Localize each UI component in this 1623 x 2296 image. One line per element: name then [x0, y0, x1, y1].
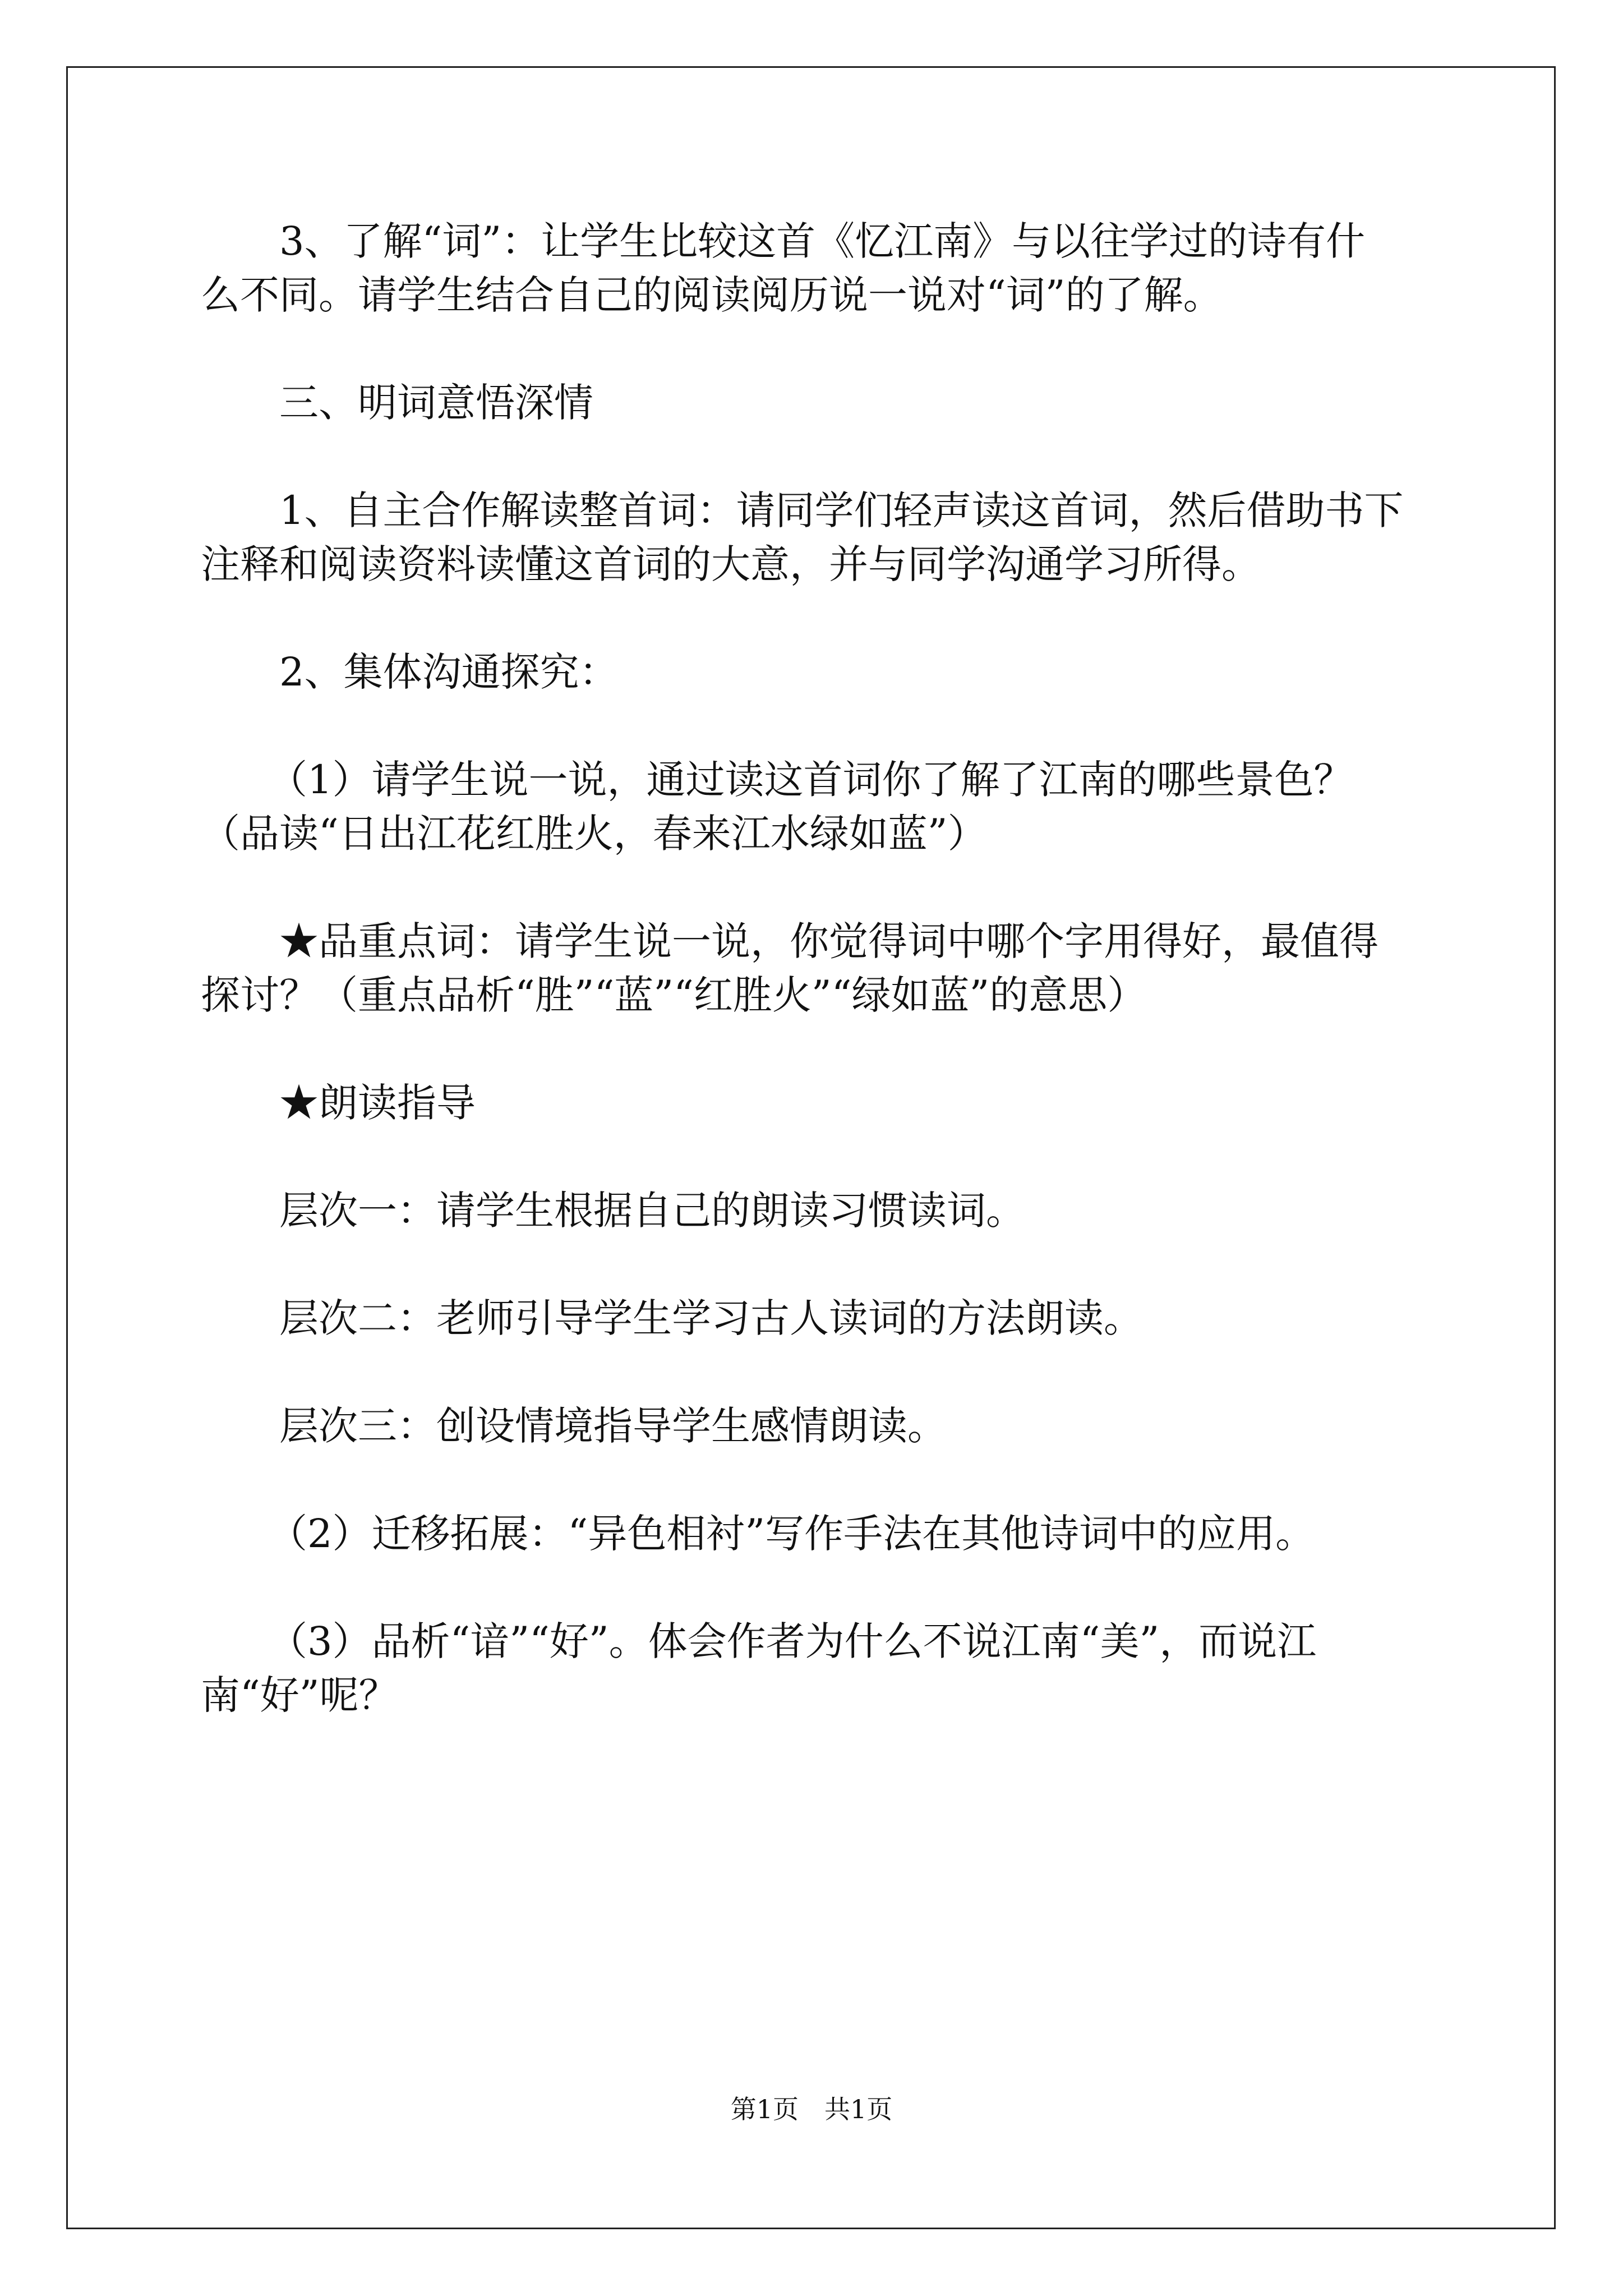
- paragraph: ★品重点词：请学生说一说，你觉得词中哪个字用得好，最值得: [279, 918, 1378, 964]
- paragraph: 探讨？（重点品析“胜”“蓝”“红胜火”“绿如蓝”的意思）: [201, 972, 1147, 1018]
- paragraph: 2、集体沟通探究：: [279, 649, 619, 695]
- document-body: [201, 214, 1429, 1722]
- paragraph: 1、自主合作解读整首词：请同学们轻声读这首词，然后借助书下: [279, 487, 1404, 533]
- paragraph: （品读“日出江花红胜火，春来江水绿如蓝”）: [201, 811, 987, 857]
- page-footer: 第1页 共1页: [730, 2094, 893, 2124]
- paragraph: ★朗读指导: [279, 1080, 476, 1126]
- paragraph: 层次二：老师引导学生学习古人读词的方法朗读。: [279, 1295, 1143, 1341]
- paragraph: 南“好”呢？: [201, 1672, 398, 1718]
- paragraph: 注释和阅读资料读懂这首词的大意，并与同学沟通学习所得。: [201, 541, 1261, 587]
- paragraph: 么不同。请学生结合自己的阅读阅历说一说对“词”的了解。: [201, 272, 1223, 318]
- paragraph: （3）品析“谙”“好”。体会作者为什么不说江南“美”，而说江: [268, 1618, 1317, 1664]
- paragraph: （2）迁移拓展：“异色相衬”写作手法在其他诗词中的应用。: [268, 1511, 1315, 1557]
- paragraph: 3、了解“词”：让学生比较这首《忆江南》与以往学过的诗有什: [279, 218, 1366, 264]
- section-heading: 三、明词意悟深情: [279, 380, 593, 426]
- paragraph: 层次三：创设情境指导学生感情朗读。: [279, 1403, 947, 1449]
- paragraph: 层次一：请学生根据自己的朗读习惯读词。: [279, 1188, 1025, 1234]
- paragraph: （1）请学生说一说，通过读这首词你了解了江南的哪些景色？: [268, 757, 1353, 803]
